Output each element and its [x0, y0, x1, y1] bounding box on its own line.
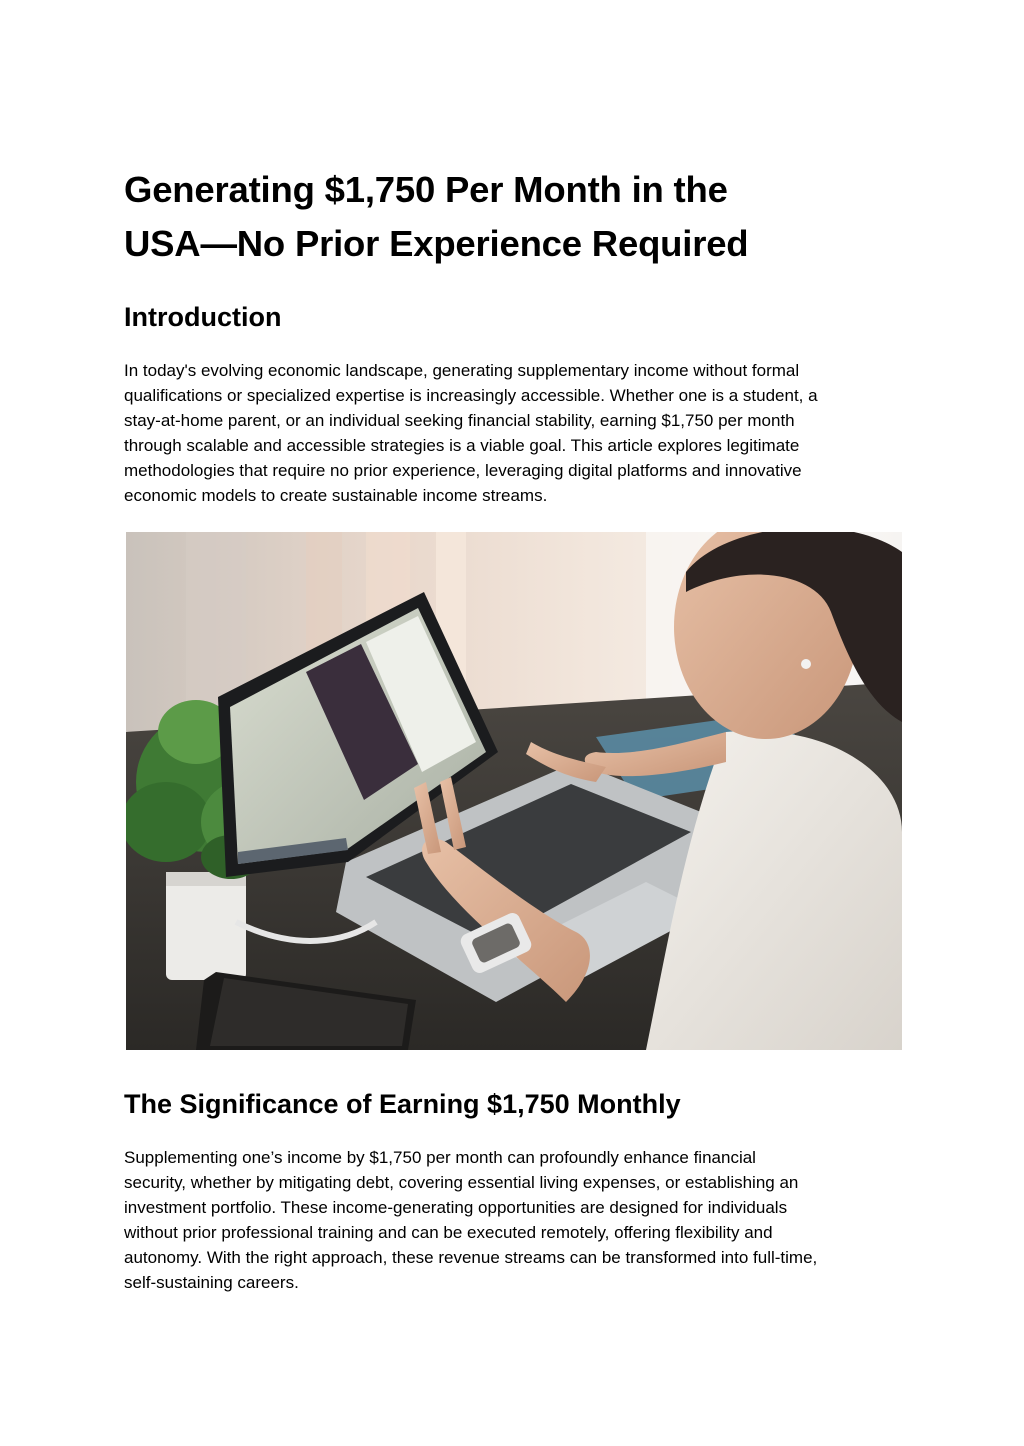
paragraph-line: methodologies that require no prior experience, leveraging digital platforms and innovative	[124, 461, 802, 480]
paragraph-line: In today's evolving economic landscape, generating supplementary income without formal	[124, 361, 800, 380]
paragraph-line: investment portfolio. These income-generating opportunities are designed for individuals	[124, 1198, 788, 1217]
paragraph-line: autonomy. With the right approach, these revenue streams can be transformed into full-time,	[124, 1248, 818, 1267]
paragraph-line: through scalable and accessible strategies is a viable goal. This article explores legitimate	[124, 436, 800, 455]
article-photo	[126, 532, 902, 1050]
paragraph-line: without prior professional training and can be executed remotely, offering flexibility and	[124, 1223, 773, 1242]
paragraph-line: economic models to create sustainable income streams.	[124, 486, 548, 505]
introduction-paragraph	[124, 358, 902, 508]
title-line: Generating $1,750 Per Month in the	[124, 169, 728, 210]
paragraph-line: qualifications or specialized expertise is increasingly accessible. Whether one is a student, a	[124, 386, 818, 405]
paragraph-line: self-sustaining careers.	[124, 1273, 299, 1292]
significance-heading: The Significance of Earning $1,750 Monthly	[124, 1089, 681, 1119]
title-line: USA—No Prior Experience Required	[124, 223, 749, 264]
significance-paragraph	[124, 1145, 902, 1295]
paragraph-line: security, whether by mitigating debt, covering essential living expenses, or establishing an	[124, 1173, 799, 1192]
article-title	[124, 163, 902, 271]
paragraph-line: Supplementing one’s income by $1,750 per month can profoundly enhance financial	[124, 1148, 756, 1167]
introduction-heading: Introduction	[124, 302, 282, 332]
paragraph-line: stay-at-home parent, or an individual seeking financial stability, earning $1,750 per month	[124, 411, 795, 430]
